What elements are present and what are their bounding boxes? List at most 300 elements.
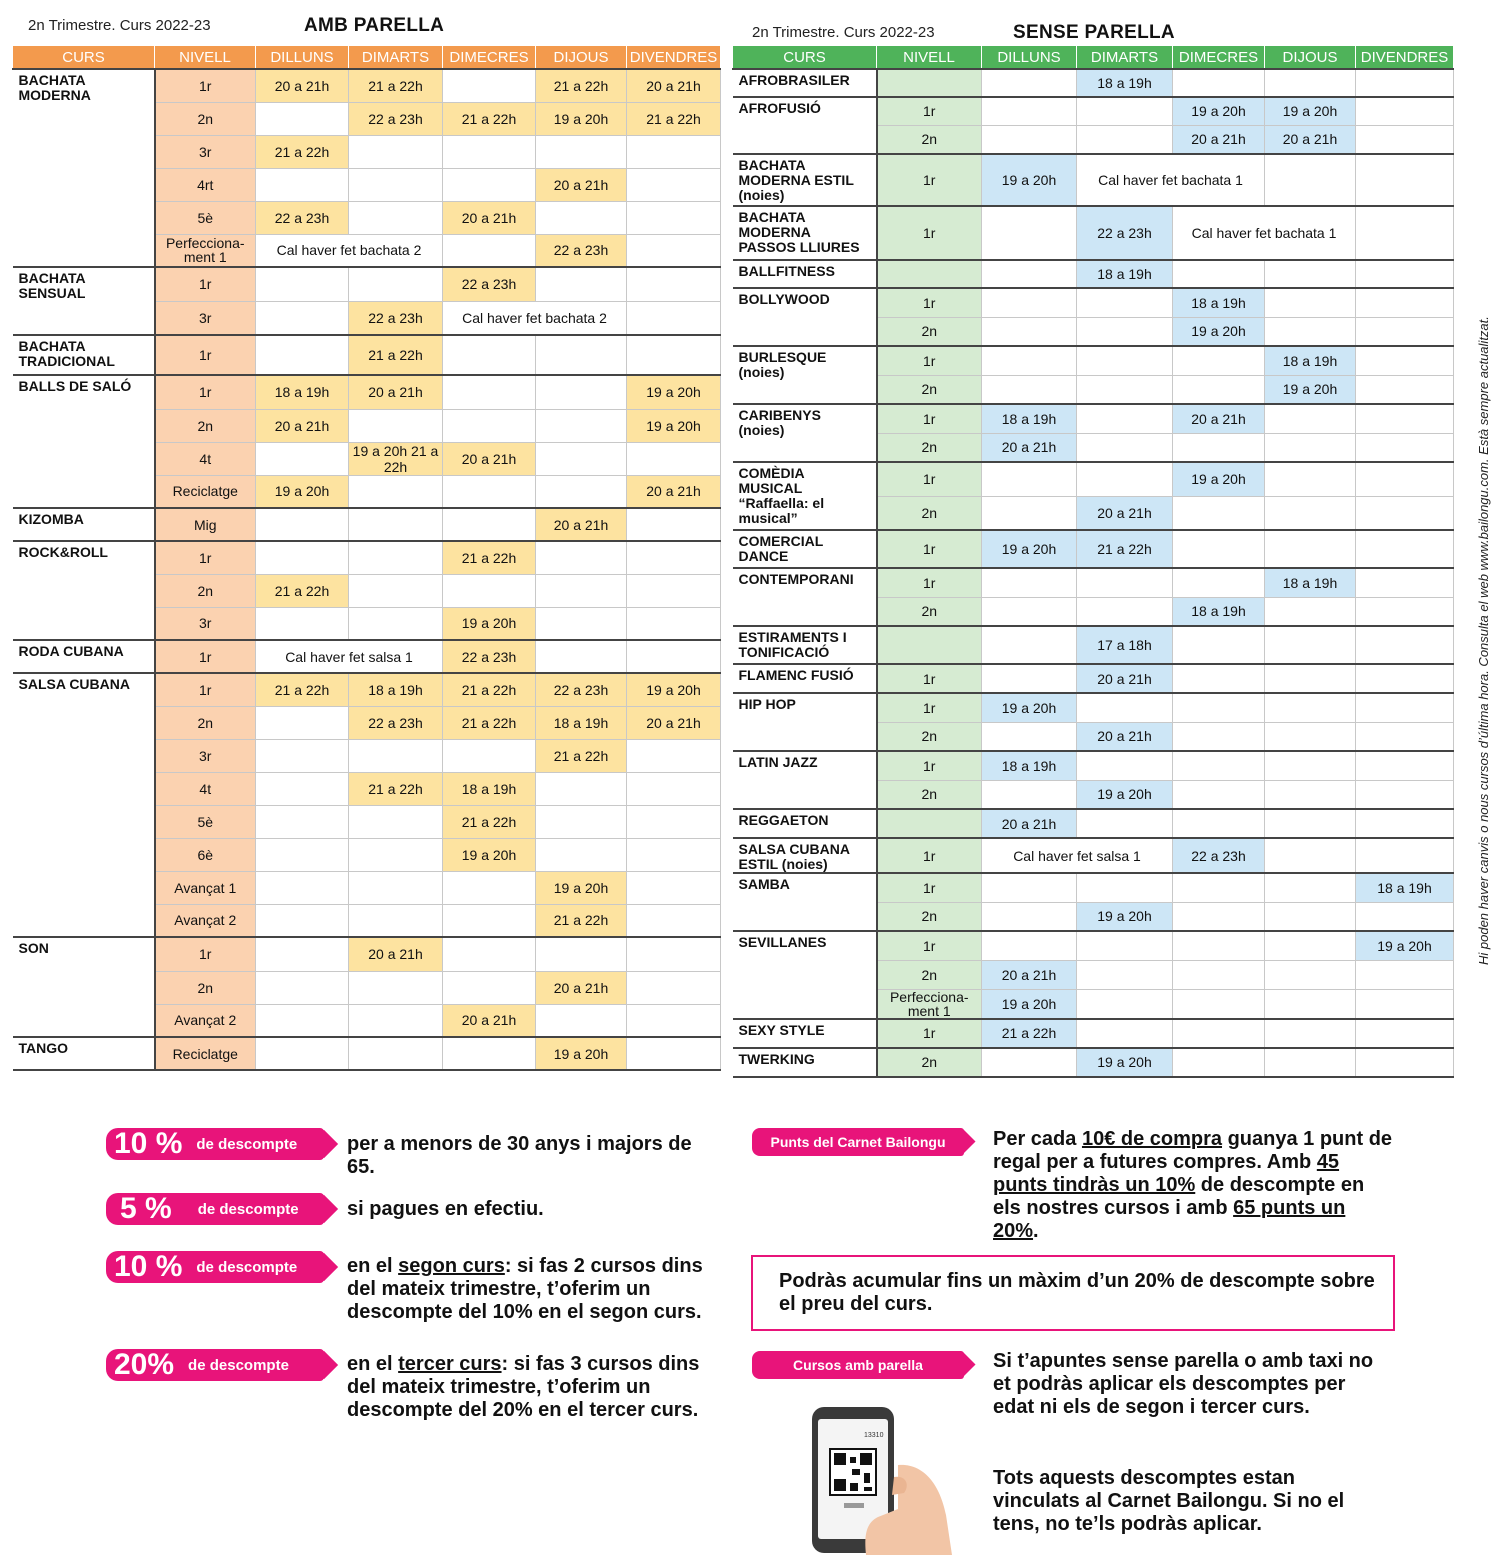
- carnet-text: Tots aquests descomptes estan vinculats al Carnet Bailongu. Si no el tens, no te’ls podràs aplicar.: [993, 1467, 1345, 1535]
- time-slot: 18 a 19h: [349, 673, 443, 706]
- time-slot: [982, 97, 1077, 125]
- level-cell: 1r: [877, 206, 982, 260]
- time-slot: [443, 375, 536, 409]
- time-slot: [982, 346, 1077, 375]
- time-slot: [1173, 989, 1265, 1019]
- time-slot: [1356, 69, 1454, 97]
- time-slot: [627, 904, 721, 937]
- time-slot: [1265, 780, 1356, 809]
- time-slot: [1356, 375, 1454, 404]
- level-cell: 1r: [877, 873, 982, 902]
- level-cell: [877, 809, 982, 838]
- level-cell: 2n: [877, 496, 982, 530]
- time-slot: [349, 838, 443, 871]
- level-cell: 1r: [877, 404, 982, 433]
- col-header-nivell: NIVELL: [155, 46, 256, 70]
- level-cell: 1r: [155, 673, 256, 706]
- time-slot: 21 a 22h: [443, 805, 536, 838]
- time-slot: 20 a 21h: [349, 937, 443, 971]
- time-slot: [1077, 1019, 1173, 1048]
- schedule-row: [13, 673, 721, 706]
- time-slot: [627, 267, 721, 301]
- discount-text-2: si pagues en efectiu.: [347, 1198, 544, 1220]
- schedule-row: [733, 288, 1454, 317]
- time-slot: [627, 1004, 721, 1037]
- time-slot: [1077, 375, 1173, 404]
- level-cell: 1r: [877, 1019, 982, 1048]
- course-name: COMERCIAL DANCE: [733, 530, 877, 568]
- time-slot: 21 a 22h: [536, 69, 627, 102]
- time-slot: [1173, 433, 1265, 462]
- col-header-dimecres: DIMECRES: [1173, 46, 1265, 70]
- time-slot: [1077, 751, 1173, 780]
- time-slot: [627, 234, 721, 267]
- time-slot: [256, 871, 349, 904]
- level-cell: 1r: [877, 346, 982, 375]
- level-cell: 1r: [155, 541, 256, 574]
- time-slot: 19 a 20h: [1265, 97, 1356, 125]
- schedule-row: [733, 154, 1454, 206]
- level-cell: 5è: [155, 805, 256, 838]
- time-slot: [536, 772, 627, 805]
- time-slot: [1356, 260, 1454, 288]
- time-slot: [1356, 433, 1454, 462]
- level-cell: Avançat 2: [155, 1004, 256, 1037]
- time-slot: [1265, 722, 1356, 751]
- time-slot: [982, 722, 1077, 751]
- schedule-row: [13, 1037, 721, 1070]
- schedule-row: [733, 693, 1454, 722]
- time-slot: 21 a 22h: [349, 772, 443, 805]
- time-slot: [349, 508, 443, 541]
- time-slot: 19 a 20h: [982, 693, 1077, 722]
- time-slot: [536, 409, 627, 442]
- time-slot: [1265, 693, 1356, 722]
- time-slot: [1356, 496, 1454, 530]
- time-slot: 20 a 21h: [1265, 125, 1356, 154]
- prerequisite-note: Cal haver fet bachata 1: [1173, 206, 1356, 260]
- time-slot: 19 a 20h 21 a 22h: [349, 442, 443, 475]
- time-slot: [1356, 626, 1454, 664]
- time-slot: 22 a 23h: [349, 102, 443, 135]
- time-slot: [256, 739, 349, 772]
- time-slot: [349, 1037, 443, 1070]
- course-name: CONTEMPORANI: [733, 568, 877, 626]
- time-slot: 19 a 20h: [982, 530, 1077, 568]
- time-slot: [1173, 693, 1265, 722]
- time-slot: 19 a 20h: [627, 409, 721, 442]
- time-slot: [443, 937, 536, 971]
- discount-badge-3: 10 % de descompte: [106, 1251, 324, 1283]
- time-slot: [627, 838, 721, 871]
- level-cell: 2n: [877, 902, 982, 931]
- time-slot: 20 a 21h: [1077, 722, 1173, 751]
- level-cell: 3r: [155, 607, 256, 640]
- time-slot: 19 a 20h: [1077, 902, 1173, 931]
- level-cell: [877, 69, 982, 97]
- time-slot: [256, 301, 349, 335]
- time-slot: 22 a 23h: [443, 640, 536, 673]
- time-slot: [1265, 1019, 1356, 1048]
- schedule-row: [733, 626, 1454, 664]
- time-slot: [256, 1037, 349, 1070]
- time-slot: [536, 1004, 627, 1037]
- time-slot: [256, 1004, 349, 1037]
- time-slot: [349, 1004, 443, 1037]
- time-slot: [627, 805, 721, 838]
- level-cell: 3r: [155, 135, 256, 168]
- time-slot: [1077, 433, 1173, 462]
- time-slot: [1356, 568, 1454, 597]
- schedule-row: [733, 664, 1454, 693]
- time-slot: 19 a 20h: [1173, 462, 1265, 496]
- time-slot: [256, 805, 349, 838]
- time-slot: 20 a 21h: [982, 960, 1077, 989]
- max-discount-box: [751, 1255, 1395, 1331]
- time-slot: [1265, 496, 1356, 530]
- course-name: BACHATA MODERNA ESTIL (noies): [733, 154, 877, 206]
- time-slot: 20 a 21h: [982, 809, 1077, 838]
- time-slot: 20 a 21h: [443, 442, 536, 475]
- discount-badge-4: 20% de descompte: [106, 1349, 324, 1381]
- schedule-row: [733, 69, 1454, 97]
- time-slot: [349, 409, 443, 442]
- time-slot: 21 a 22h: [443, 673, 536, 706]
- level-cell: 1r: [877, 751, 982, 780]
- time-slot: [627, 739, 721, 772]
- time-slot: 21 a 22h: [349, 335, 443, 375]
- time-slot: 19 a 20h: [1077, 780, 1173, 809]
- time-slot: [1356, 809, 1454, 838]
- punts-text: Per cada 10€ de compra guanya 1 punt de regal per a futures compres. Amb 45 punts tindràs un 10% de descompte en els nostres cursos i amb 65 punts un 20%.: [993, 1128, 1393, 1242]
- time-slot: [443, 409, 536, 442]
- time-slot: [1265, 154, 1356, 206]
- time-slot: [443, 574, 536, 607]
- time-slot: 22 a 23h: [349, 706, 443, 739]
- level-cell: 2n: [877, 960, 982, 989]
- time-slot: 22 a 23h: [1077, 206, 1173, 260]
- col-header-curs: CURS: [13, 46, 155, 70]
- time-slot: 19 a 20h: [1173, 97, 1265, 125]
- time-slot: [1356, 288, 1454, 317]
- course-name: KIZOMBA: [13, 508, 155, 541]
- course-name: BURLESQUE (noies): [733, 346, 877, 404]
- sense-title: SENSE PARELLA: [1013, 22, 1175, 43]
- time-slot: 22 a 23h: [536, 234, 627, 267]
- course-name: RODA CUBANA: [13, 640, 155, 673]
- schedule-row: [733, 404, 1454, 433]
- time-slot: [536, 937, 627, 971]
- time-slot: 20 a 21h: [1077, 496, 1173, 530]
- time-slot: [256, 607, 349, 640]
- schedule-row: [13, 335, 721, 375]
- level-cell: 2n: [877, 722, 982, 751]
- time-slot: [256, 267, 349, 301]
- level-cell: 1r: [155, 375, 256, 409]
- level-cell: 3r: [155, 739, 256, 772]
- time-slot: [982, 317, 1077, 346]
- time-slot: 20 a 21h: [627, 69, 721, 102]
- time-slot: 20 a 21h: [443, 1004, 536, 1037]
- time-slot: [1173, 751, 1265, 780]
- course-name: SALSA CUBANA: [13, 673, 155, 937]
- prerequisite-note: Cal haver fet bachata 2: [256, 234, 443, 267]
- level-cell: 1r: [877, 838, 982, 873]
- time-slot: [1356, 960, 1454, 989]
- time-slot: [1173, 931, 1265, 960]
- time-slot: [982, 206, 1077, 260]
- time-slot: [627, 135, 721, 168]
- time-slot: [1173, 960, 1265, 989]
- level-cell: 2n: [877, 375, 982, 404]
- time-slot: [256, 335, 349, 375]
- course-name: LATIN JAZZ: [733, 751, 877, 809]
- level-cell: 4t: [155, 442, 256, 475]
- schedule-row: [13, 375, 721, 409]
- time-slot: 18 a 19h: [443, 772, 536, 805]
- time-slot: 19 a 20h: [982, 989, 1077, 1019]
- level-cell: 2n: [877, 433, 982, 462]
- time-slot: [443, 168, 536, 201]
- time-slot: [1173, 626, 1265, 664]
- discount-text-1: per a menors de 30 anys i majors de 65.: [347, 1133, 692, 1178]
- time-slot: 19 a 20h: [627, 673, 721, 706]
- schedule-row: [13, 267, 721, 301]
- time-slot: [1173, 722, 1265, 751]
- level-cell: 1r: [877, 154, 982, 206]
- col-header-curs: CURS: [733, 46, 877, 70]
- time-slot: [349, 805, 443, 838]
- time-slot: 21 a 22h: [443, 706, 536, 739]
- time-slot: 18 a 19h: [1265, 346, 1356, 375]
- course-name: CARIBENYS (noies): [733, 404, 877, 462]
- time-slot: [443, 971, 536, 1004]
- time-slot: [627, 508, 721, 541]
- time-slot: [1356, 1048, 1454, 1077]
- time-slot: [1356, 404, 1454, 433]
- schedule-row: [13, 69, 721, 102]
- level-cell: 1r: [877, 530, 982, 568]
- time-slot: [349, 904, 443, 937]
- time-slot: [1356, 722, 1454, 751]
- schedule-row: [733, 931, 1454, 960]
- time-slot: [1077, 317, 1173, 346]
- col-header-divendres: DIVENDRES: [627, 46, 721, 70]
- time-slot: 21 a 22h: [536, 739, 627, 772]
- level-cell: Reciclatge: [155, 475, 256, 508]
- col-header-dijous: DIJOUS: [536, 46, 627, 70]
- time-slot: [256, 168, 349, 201]
- col-header-dimarts: DIMARTS: [349, 46, 443, 70]
- schedule-row: [733, 1048, 1454, 1077]
- time-slot: 20 a 21h: [1173, 125, 1265, 154]
- time-slot: [627, 971, 721, 1004]
- time-slot: 20 a 21h: [982, 433, 1077, 462]
- time-slot: [627, 541, 721, 574]
- time-slot: [1265, 664, 1356, 693]
- discount-text-4: en el tercer curs: si fas 3 cursos dins del mateix trimestre, t’oferim un descompte del 20% en el tercer curs.: [347, 1353, 700, 1421]
- time-slot: [1077, 288, 1173, 317]
- time-slot: [443, 135, 536, 168]
- time-slot: 20 a 21h: [536, 168, 627, 201]
- time-slot: [443, 335, 536, 375]
- time-slot: 19 a 20h: [1265, 375, 1356, 404]
- time-slot: [536, 135, 627, 168]
- time-slot: [1265, 838, 1356, 873]
- time-slot: [982, 125, 1077, 154]
- time-slot: 20 a 21h: [1173, 404, 1265, 433]
- time-slot: [536, 607, 627, 640]
- time-slot: [1265, 530, 1356, 568]
- time-slot: [1077, 97, 1173, 125]
- time-slot: 21 a 22h: [443, 102, 536, 135]
- time-slot: 18 a 19h: [256, 375, 349, 409]
- time-slot: [536, 201, 627, 234]
- time-slot: [1173, 568, 1265, 597]
- time-slot: [1265, 751, 1356, 780]
- time-slot: [1265, 69, 1356, 97]
- time-slot: [1173, 1048, 1265, 1077]
- schedule-row: [733, 97, 1454, 125]
- schedule-row: [733, 838, 1454, 873]
- time-slot: [1356, 780, 1454, 809]
- time-slot: [256, 442, 349, 475]
- course-name: TWERKING: [733, 1048, 877, 1077]
- time-slot: [1356, 902, 1454, 931]
- time-slot: [256, 541, 349, 574]
- time-slot: [1077, 931, 1173, 960]
- time-slot: 21 a 22h: [349, 69, 443, 102]
- side-note: Hi poden haver canvis o nous cursos d’última hora. Consulta el web www.bailongu.com. Està sempre actualitzat.: [1476, 316, 1491, 965]
- course-name: TANGO: [13, 1037, 155, 1070]
- time-slot: [443, 739, 536, 772]
- time-slot: [256, 706, 349, 739]
- level-cell: 4t: [155, 772, 256, 805]
- time-slot: 18 a 19h: [1173, 288, 1265, 317]
- level-cell: 1r: [877, 693, 982, 722]
- level-cell: 5è: [155, 201, 256, 234]
- time-slot: [349, 971, 443, 1004]
- time-slot: [627, 442, 721, 475]
- schedule-row: [733, 346, 1454, 375]
- discount-text-3: en el segon curs: si fas 2 cursos dins del mateix trimestre, t’oferim un descompte del 10% en el segon curs.: [347, 1255, 703, 1323]
- time-slot: [349, 475, 443, 508]
- time-slot: [256, 937, 349, 971]
- time-slot: [349, 201, 443, 234]
- time-slot: 20 a 21h: [256, 69, 349, 102]
- time-slot: [982, 931, 1077, 960]
- time-slot: 21 a 22h: [627, 102, 721, 135]
- col-header-divendres: DIVENDRES: [1356, 46, 1454, 70]
- schedule-row: [733, 809, 1454, 838]
- level-cell: 1r: [877, 931, 982, 960]
- time-slot: 19 a 20h: [536, 1037, 627, 1070]
- sense-period: 2n Trimestre. Curs 2022-23: [752, 24, 935, 41]
- prerequisite-note: Cal haver fet bachata 1: [1077, 154, 1265, 206]
- time-slot: [982, 626, 1077, 664]
- time-slot: [1077, 597, 1173, 626]
- time-slot: [1356, 97, 1454, 125]
- level-cell: 2n: [155, 574, 256, 607]
- time-slot: 21 a 22h: [256, 673, 349, 706]
- time-slot: 20 a 21h: [627, 475, 721, 508]
- time-slot: 19 a 20h: [1356, 931, 1454, 960]
- schedule-row: [733, 873, 1454, 902]
- time-slot: [1265, 288, 1356, 317]
- time-slot: [1265, 960, 1356, 989]
- time-slot: [982, 375, 1077, 404]
- time-slot: [536, 838, 627, 871]
- time-slot: [1077, 693, 1173, 722]
- time-slot: [982, 496, 1077, 530]
- col-header-dijous: DIJOUS: [1265, 46, 1356, 70]
- time-slot: 22 a 23h: [349, 301, 443, 335]
- time-slot: [1356, 530, 1454, 568]
- time-slot: 21 a 22h: [982, 1019, 1077, 1048]
- time-slot: 18 a 19h: [1077, 260, 1173, 288]
- time-slot: 19 a 20h: [536, 871, 627, 904]
- time-slot: [1173, 902, 1265, 931]
- level-cell: 2n: [877, 780, 982, 809]
- time-slot: [536, 541, 627, 574]
- time-slot: [536, 640, 627, 673]
- cursos-parella-text: Si t’apuntes sense parella o amb taxi no et podràs aplicar els descomptes per edat ni els de segon i tercer curs.: [993, 1350, 1374, 1418]
- time-slot: [1077, 809, 1173, 838]
- time-slot: [1173, 346, 1265, 375]
- course-name: AFROFUSIÓ: [733, 97, 877, 154]
- time-slot: [982, 69, 1077, 97]
- time-slot: [982, 597, 1077, 626]
- time-slot: [1265, 989, 1356, 1019]
- level-cell: 2n: [877, 597, 982, 626]
- time-slot: [1265, 260, 1356, 288]
- time-slot: [1265, 626, 1356, 664]
- time-slot: [1356, 664, 1454, 693]
- time-slot: [1173, 780, 1265, 809]
- time-slot: 18 a 19h: [1356, 873, 1454, 902]
- time-slot: [1356, 989, 1454, 1019]
- amb-period: 2n Trimestre. Curs 2022-23: [28, 17, 211, 34]
- level-cell: 2n: [877, 317, 982, 346]
- course-name: BACHATA MODERNA PASSOS LLIURES: [733, 206, 877, 260]
- punts-tag: Punts del Carnet Bailongu: [752, 1128, 964, 1156]
- time-slot: [443, 871, 536, 904]
- time-slot: [1265, 433, 1356, 462]
- time-slot: [627, 937, 721, 971]
- level-cell: [877, 260, 982, 288]
- course-name: BALLFITNESS: [733, 260, 877, 288]
- course-name: BACHATA SENSUAL: [13, 267, 155, 335]
- time-slot: [443, 1037, 536, 1070]
- time-slot: [1265, 902, 1356, 931]
- course-name: SEXY STYLE: [733, 1019, 877, 1048]
- col-header-nivell: NIVELL: [877, 46, 982, 70]
- level-cell: 2n: [155, 102, 256, 135]
- time-slot: [1173, 873, 1265, 902]
- time-slot: 20 a 21h: [256, 409, 349, 442]
- time-slot: [1077, 346, 1173, 375]
- amb-parella-table: [12, 45, 721, 1071]
- course-name: SALSA CUBANA ESTIL (noies): [733, 838, 877, 873]
- time-slot: 20 a 21h: [1077, 664, 1173, 693]
- time-slot: [1173, 1019, 1265, 1048]
- time-slot: 21 a 22h: [256, 574, 349, 607]
- course-name: SEVILLANES: [733, 931, 877, 1019]
- schedule-row: [13, 508, 721, 541]
- level-cell: 3r: [155, 301, 256, 335]
- time-slot: [1265, 1048, 1356, 1077]
- time-slot: [1173, 69, 1265, 97]
